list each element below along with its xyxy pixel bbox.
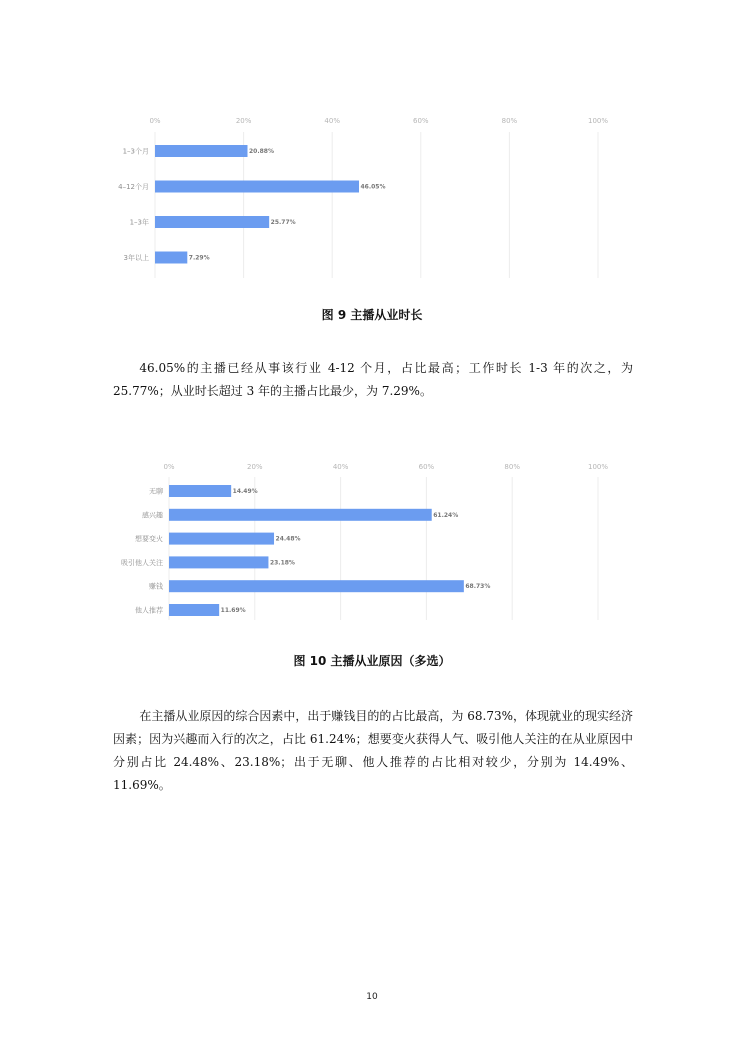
data-label: 11.69% — [220, 607, 246, 614]
bar — [169, 580, 464, 592]
bar — [169, 509, 432, 521]
category-label: 1–3个月 — [122, 147, 149, 156]
x-tick-label: 60% — [413, 117, 429, 125]
bar — [169, 485, 231, 497]
category-label: 3年以上 — [123, 254, 149, 262]
x-tick-label: 100% — [587, 463, 609, 471]
x-tick-label: 60% — [418, 463, 435, 471]
category-label: 赚钱 — [149, 582, 163, 591]
data-label: 68.73% — [465, 583, 491, 591]
x-tick-label: 40% — [332, 463, 349, 471]
x-tick-label: 40% — [324, 117, 340, 125]
x-tick-label: 0% — [149, 117, 161, 125]
x-tick-label: 0% — [163, 463, 175, 471]
bar — [169, 604, 219, 616]
data-label: 25.77% — [270, 219, 296, 226]
figure-9-caption: 图 9 主播从业时长 — [321, 308, 423, 322]
paragraph-work-reasons: 在主播从业原因的综合因素中，出于赚钱目的的占比最高，为 68.73%，体现就业的现实经济因素；因为兴趣而入行的次之，占比 61.24%；想要变火获得人气、吸引他人关注的在从业原因中分别占比 24.48%、23.18%；出于无聊、他人推荐的占比相对较少，分别为 14.49%、11.69%。 — [113, 709, 633, 792]
page-number: 10 — [366, 992, 378, 1002]
category-label: 感兴趣 — [142, 511, 163, 520]
data-label: 23.18% — [269, 559, 295, 567]
figure-10-caption: 图 10 主播从业原因（多选） — [293, 654, 451, 668]
bar — [169, 556, 268, 568]
category-label: 他人推荐 — [135, 606, 163, 615]
bar — [169, 533, 274, 545]
category-label: 吸引他人关注 — [121, 558, 163, 567]
x-tick-label: 80% — [501, 117, 518, 125]
category-label: 无聊 — [149, 487, 163, 496]
category-label: 4–12个月 — [118, 183, 149, 191]
data-label: 14.49% — [232, 488, 258, 495]
x-tick-label: 20% — [235, 117, 252, 125]
data-label: 7.29% — [188, 254, 210, 262]
data-label: 61.24% — [433, 511, 459, 519]
x-tick-label: 80% — [504, 463, 520, 471]
x-tick-label: 100% — [587, 117, 609, 125]
data-label: 20.88% — [248, 148, 274, 155]
data-label: 46.05% — [360, 183, 386, 191]
x-tick-label: 20% — [247, 463, 263, 471]
paragraph-work-duration: 46.05%的主播已经从事该行业 4-12 个月，占比最高；工作时长 1-3 年的次之，为 25.77%；从业时长超过 3 年的主播占比最少，为 7.29%。 — [113, 361, 633, 398]
category-label: 想要变火 — [135, 535, 163, 544]
data-label: 24.48% — [275, 535, 301, 543]
category-label: 1–3年 — [129, 218, 149, 227]
